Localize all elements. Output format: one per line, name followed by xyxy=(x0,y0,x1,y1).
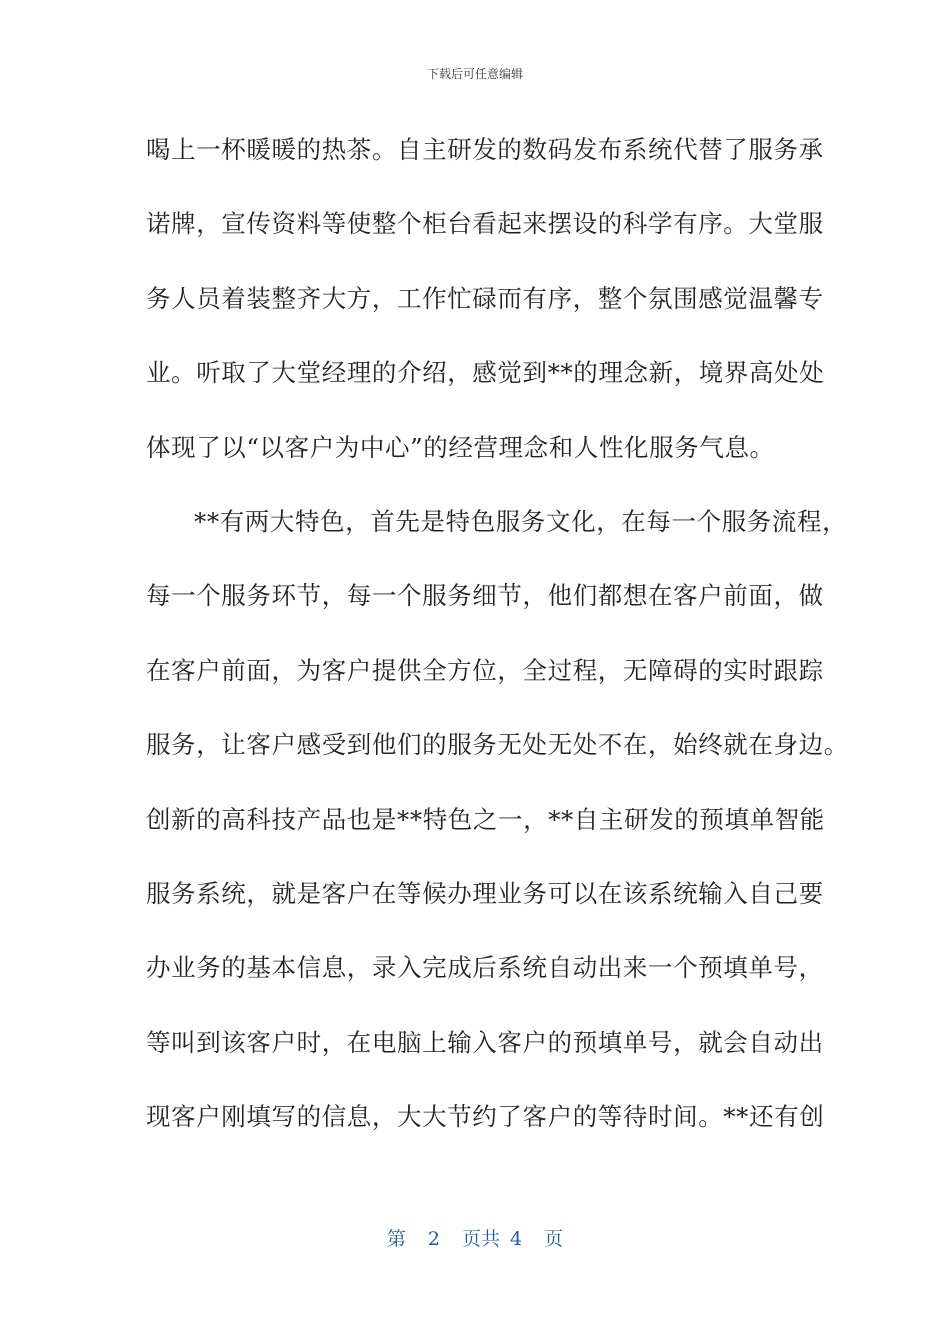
text-line: 每一个服务环节，每一个服务细节，他们都想在客户前面，做 xyxy=(146,581,824,611)
page-footer xyxy=(0,1226,950,1252)
page-label-suffix: 页 xyxy=(544,1228,564,1250)
text-line: 体现了以“以客户为中心”的经营理念和人性化服务气息。 xyxy=(146,432,775,462)
page-label-mid: 页共 xyxy=(461,1228,500,1250)
current-page-number: 2 xyxy=(427,1228,440,1250)
text-line: 创新的高科技产品也是**特色之一，**自主研发的预填单智能 xyxy=(146,804,825,834)
text-line: 务人员着装整齐大方，工作忙碌而有序，整个氛围感觉温馨专 xyxy=(146,283,824,313)
text-line: 在客户前面，为客户提供全方位，全过程，无障碍的实时跟踪 xyxy=(146,655,824,685)
header-note: 下载后可任意编辑 xyxy=(426,67,523,81)
text-line: 办业务的基本信息，录入完成后系统自动出来一个预填单号， xyxy=(146,953,824,983)
document-body xyxy=(146,113,849,1154)
text-line: 喝上一杯暖暖的热茶。自主研发的数码发布系统代替了服务承 xyxy=(146,135,824,164)
text-line: 服务系统，就是客户在等候办理业务可以在该系统输入自己要 xyxy=(146,878,824,908)
text-line: 服务，让客户感受到他们的服务无处无处不在，始终就在身边。 xyxy=(146,730,849,760)
text-line: 等叫到该客户时，在电脑上输入客户的预填单号，就会自动出 xyxy=(146,1027,824,1057)
text-line-paragraph-start: **有两大特色，首先是特色服务文化，在每一个服务流程， xyxy=(194,506,848,536)
text-line: 现客户刚填写的信息，大大节约了客户的等待时间。**还有创 xyxy=(146,1102,825,1132)
page-label-prefix: 第 xyxy=(386,1228,406,1250)
text-line: 业。听取了大堂经理的介绍，感觉到**的理念新，境界高处处 xyxy=(146,358,825,388)
text-line: 诺牌，宣传资料等使整个柜台看起来摆设的科学有序。大堂服 xyxy=(146,209,824,239)
total-pages-number: 4 xyxy=(510,1228,523,1250)
